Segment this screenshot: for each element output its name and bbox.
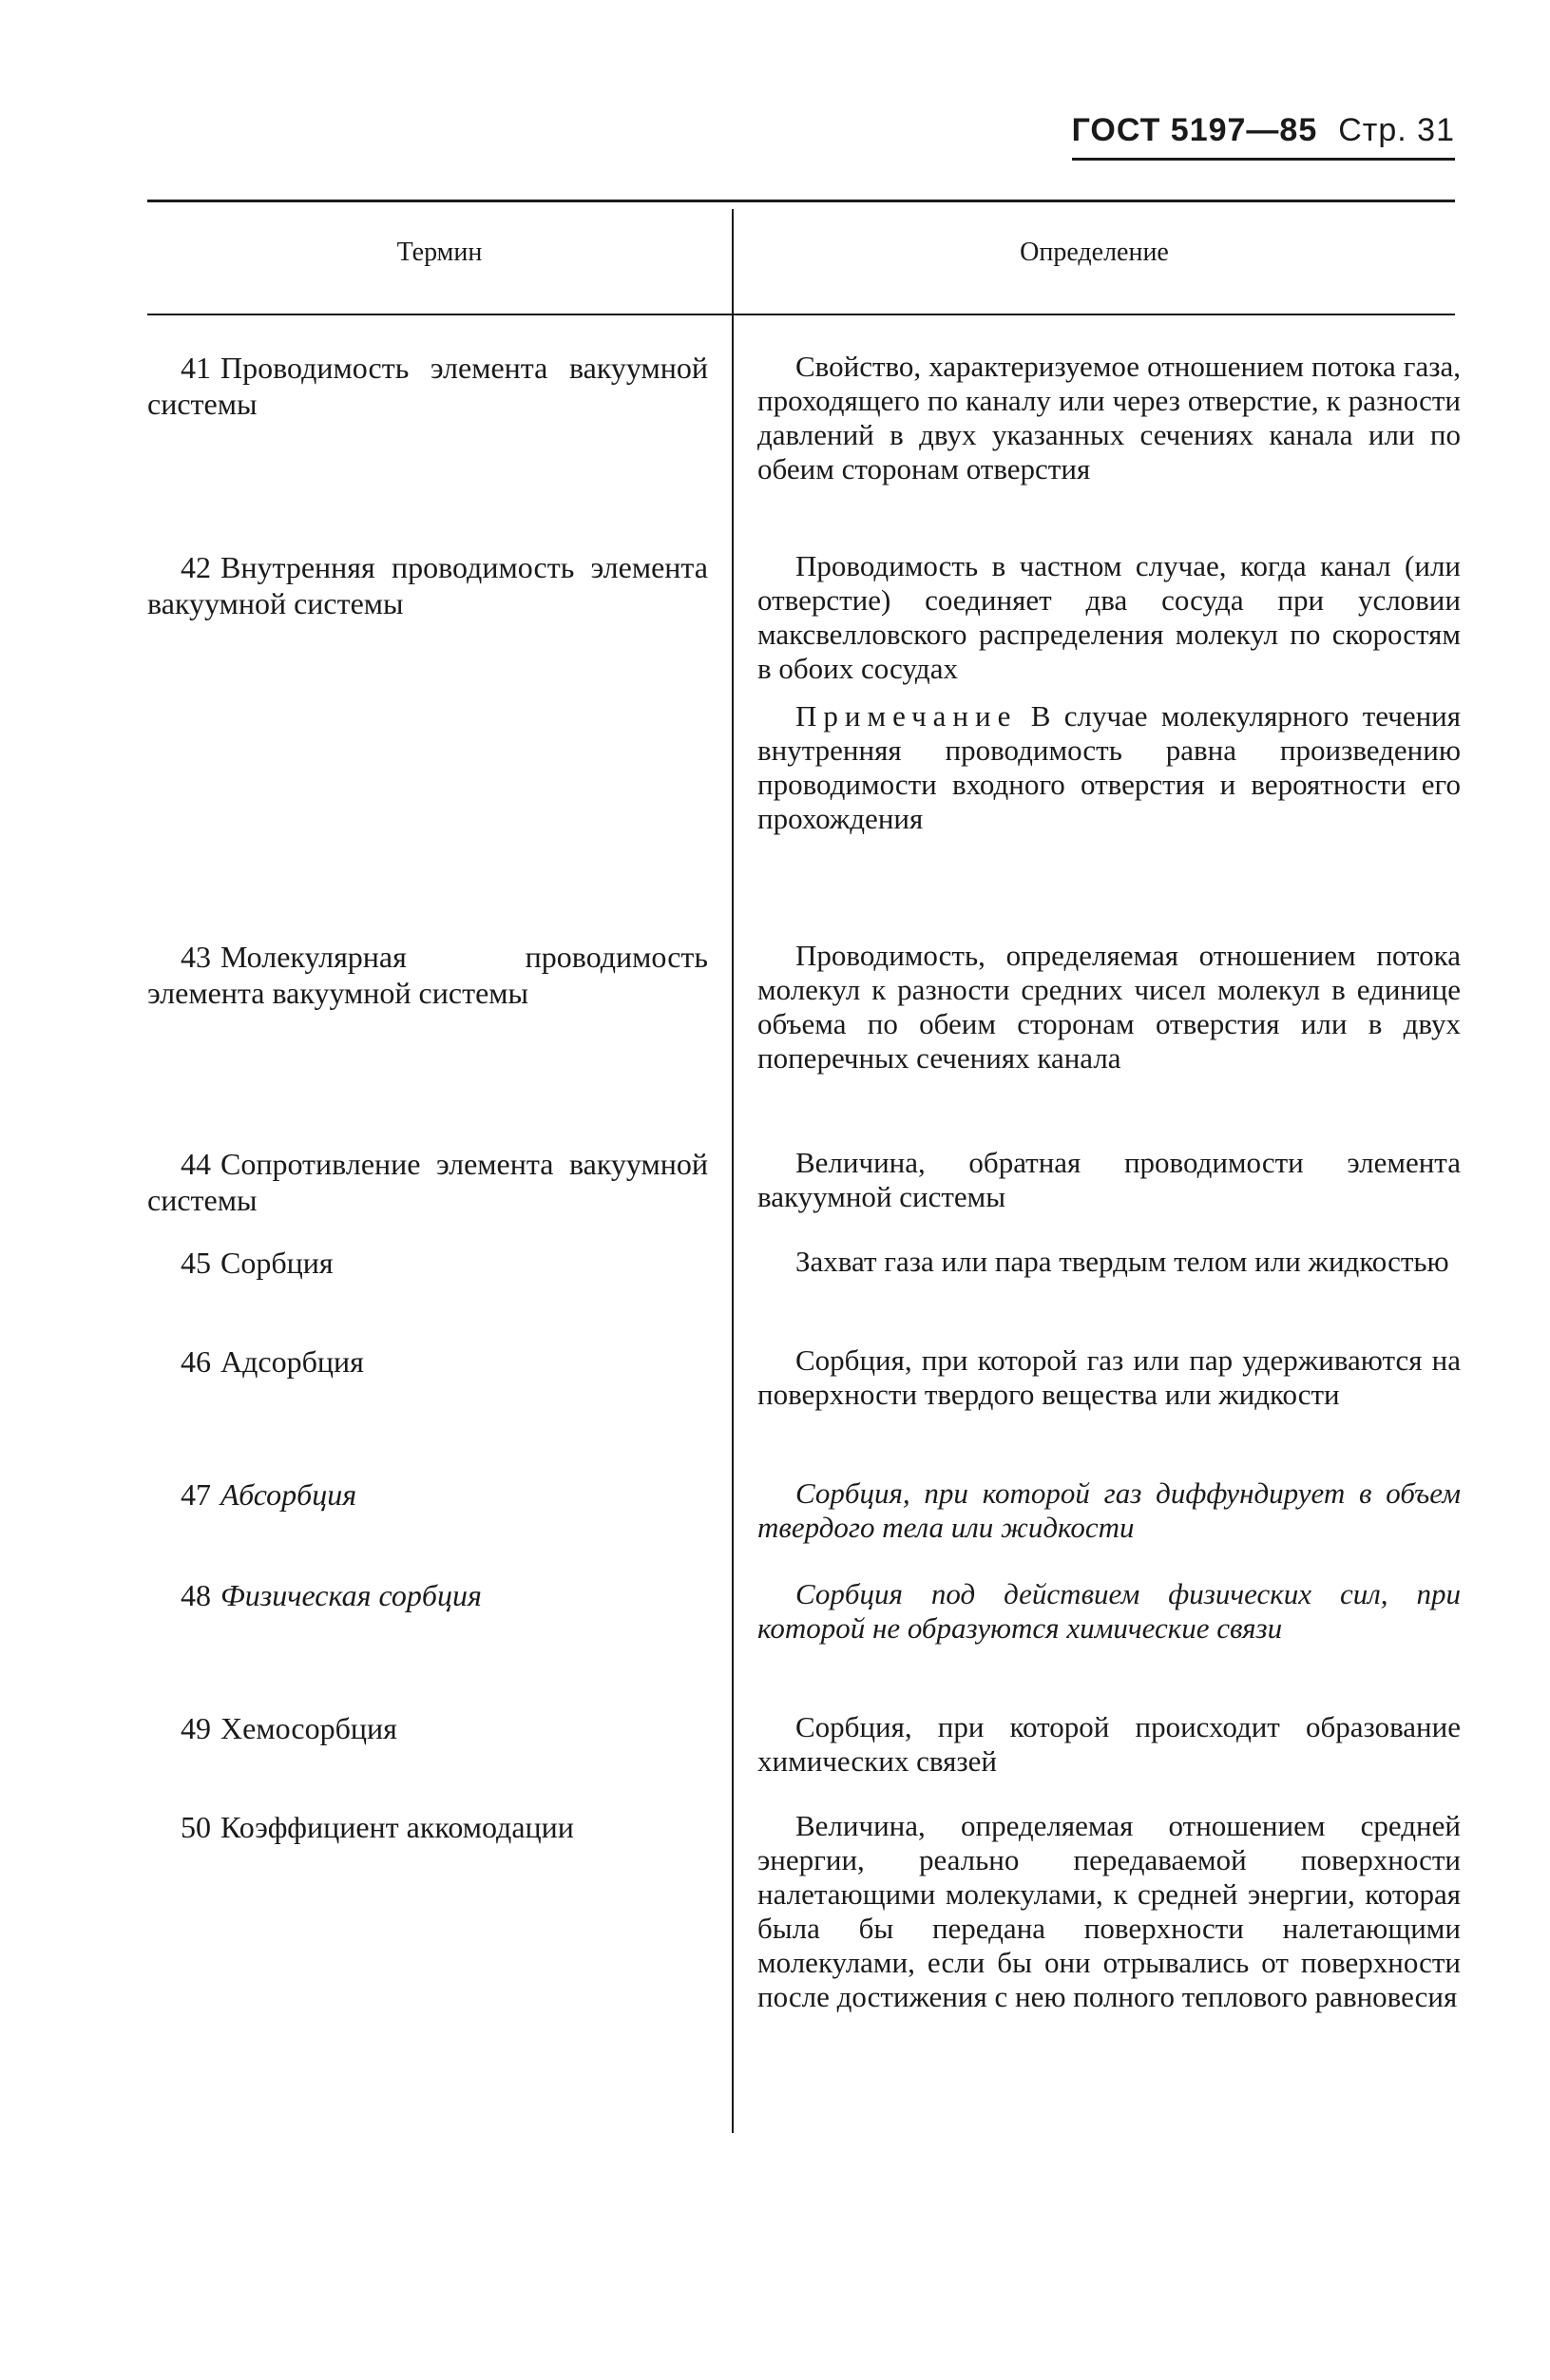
table-row [0,1476,1461,1544]
table-row [0,350,1550,486]
note-label: Примечание [795,699,1018,733]
definition-text: Сорбция, при которой газ или пар удерживаются на поверхности твердого вещества или жидкости [757,1343,1461,1411]
note-text: В случае молекулярного течения внутренняя проводимость равна произведению проводимости входного отверстия и вероятности его прохождения [757,699,1462,835]
term-cell [147,1343,718,1380]
definition-text: Проводимость в частном случае, когда канал (или отверстие) соединяет два сосуда при условии максвелловского распределения молекул по скоростям в обоих сосудах [757,549,1461,685]
term-number: 45 [181,1246,211,1280]
definition-text: Захват газа или пара твердым телом или жидкостью [795,1245,1449,1278]
definition-text: Проводимость, определяемая отношением потока молекул к разности средних чисел молекул в единице объема по обеим сторонам отверстия или в двух поперечных сечениях канала [757,939,1461,1075]
header-underline [1072,158,1455,161]
page-number: Стр. 31 [1338,112,1455,148]
term-number: 49 [181,1711,211,1745]
page-header [1072,112,1455,149]
table-top-rule [147,200,1455,202]
definition-cell [757,1245,1461,1279]
term-text: Проводимость элемента вакуумной системы [147,351,708,421]
table-row [0,549,1462,835]
table-row [0,939,1461,1075]
term-text: Молекулярная проводимость элемента вакуумной системы [147,940,708,1010]
column-header-term: Термин [396,238,483,267]
table-header-rule [147,314,1455,315]
term-cell [147,549,718,621]
term-text: Физическая сорбция [220,1578,482,1612]
terms-table [0,350,1550,2013]
definition-text: Сорбция, при которой происходит образование химических связей [757,1710,1461,1778]
table-row [0,1245,1449,1281]
term-text: Сорбция [220,1246,334,1280]
term-number: 41 [181,351,211,385]
term-cell [147,1476,718,1513]
table-row [0,1710,1461,1778]
term-text: Абсорбция [220,1477,357,1512]
term-number: 48 [181,1578,211,1612]
note [757,699,1461,836]
definition-cell [757,1710,1461,1779]
term-cell [147,350,718,422]
term-number: 47 [181,1477,211,1512]
term-number: 43 [181,940,211,974]
table-row [0,1809,1461,2013]
definition-cell [757,1146,1461,1214]
table-row [0,1577,1461,1645]
term-number: 44 [181,1147,211,1181]
table-row [0,1146,1461,1218]
definition-text: Свойство, характеризуемое отношением потока газа, проходящего по каналу или через отверстие, к разности давлений в двух указанных сечениях канала или по обеим сторонам отверстия [757,350,1461,486]
term-number: 42 [181,550,211,584]
term-text: Коэффициент аккомодации [220,1810,574,1844]
definition-cell [757,1577,1461,1646]
term-text: Внутренняя проводимость элемента вакуумной системы [147,550,708,620]
column-divider [732,209,734,2133]
term-number: 46 [181,1344,211,1379]
term-cell [147,1577,718,1613]
definition-text: Величина, определяемая отношением средней энергии, реально передаваемой поверхности налетающими молекулами, к средней энергии, которая была бы передана поверхности налетающими молекулами, если бы они отрывались от поверхности после достижения с нею полного теплового равновесия [757,1809,1461,2013]
document-number: ГОСТ 5197—85 [1071,112,1318,148]
definition-cell [757,1476,1461,1545]
definition-cell [757,939,1461,1076]
term-cell [147,1245,718,1281]
definition-text: Величина, обратная проводимости элемента вакуумной системы [757,1146,1461,1213]
definition-cell [757,350,1461,486]
definition-cell [757,1343,1461,1412]
definition-cell [757,549,1461,836]
term-cell [147,939,718,1011]
term-text: Адсорбция [220,1344,364,1379]
term-text: Хемосорбция [220,1711,397,1745]
definition-text: Сорбция под действием физических сил, при которой не образуются химические связи [757,1577,1461,1645]
term-cell [147,1146,718,1218]
definition-text: Сорбция, при которой газ диффундирует в объем твердого тела или жидкости [757,1476,1461,1544]
term-text: Сопротивление элемента вакуумной системы [147,1147,708,1217]
definition-cell [757,1809,1461,2014]
term-number: 50 [181,1810,211,1844]
table-row [0,1343,1461,1411]
term-cell [147,1809,718,1845]
term-cell [147,1710,718,1746]
column-header-definition: Определение [1020,238,1169,267]
